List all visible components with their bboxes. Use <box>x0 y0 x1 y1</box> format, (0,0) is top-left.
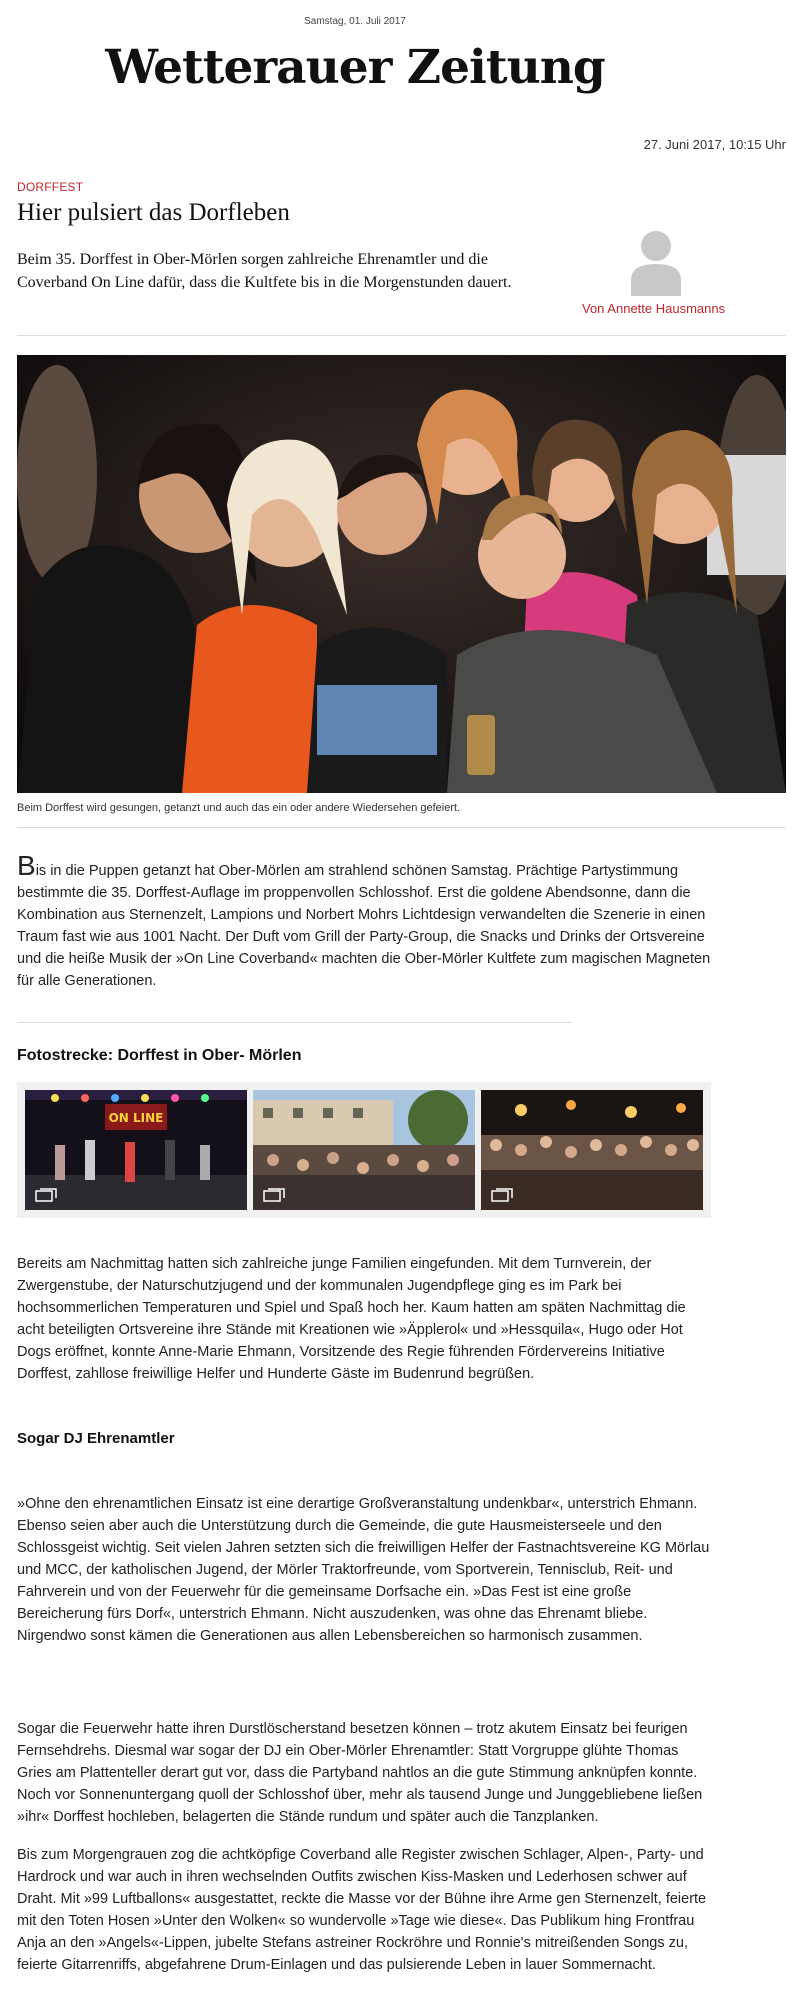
paragraph-text: Bis zum Morgengrauen zog die achtköpfige Coverband alle Register zwischen Schlager, Alpen-, Party- und Hardrock und war auch in ihren wechselnden Outfits zwischen Kiss-Masken und Lederhosen schwer auf Draht. Mit »99 Luftballons« ausgestattet, reckte die Masse vor der Bühne ihre Arme gen Sternenzelt, feierte mit den Toten Hosen »Unter den Wolken« so wundervolle »Tage wie diese«. Das Publikum hing Frontfrau Anja an den »Angels«-Lippen, jubelte Stefans astreiner Rockröhre und Ronnie's mitreißenden Songs zu, feierte Gitarrenriffs, abgefahrene Drum-Einlagen und das pulsierende Leben in lauer Sommernacht. <box>17 1847 707 1973</box>
hero-caption: Beim Dorffest wird gesungen, getanzt und auch das ein oder andere Wiedersehen gefeiert. <box>17 802 461 814</box>
gallery-icon <box>35 1188 57 1202</box>
gallery-thumb-2[interactable] <box>253 1090 475 1210</box>
body-paragraph <box>17 1493 712 1647</box>
divider <box>17 1022 572 1023</box>
hero-photo[interactable] <box>17 355 786 793</box>
stage-sign: ON LINE <box>108 1111 164 1125</box>
gallery-icon <box>491 1188 513 1202</box>
section-subhead: Sogar DJ Ehrenamtler <box>17 1430 175 1447</box>
photo-gallery <box>17 1082 711 1218</box>
gallery-thumb-3[interactable] <box>481 1090 703 1210</box>
publish-timestamp: 27. Juni 2017, 10:15 Uhr <box>643 137 786 152</box>
hero-photo-illustration <box>17 355 786 793</box>
drop-cap: B <box>17 850 36 881</box>
masthead-logo[interactable]: Wetterauer Zeitung <box>105 40 605 95</box>
paragraph-text: »Ohne den ehrenamtlichen Einsatz ist eine derartige Großveranstaltung undenkbar«, unterstrich Ehmann. Ebenso seien aber auch die Unterstützung durch die Gemeinde, die gute Hausmeisterseele und den Schlossgeist wichtig. Seit vielen Jahren setzten sich die freiwilligen Helfer der Fastnachtsvereine KG Mörlau und MCC, der katholischen Jugend, der Mörler Traktorfreunde, vom Sportverein, Tennisclub, Reit- und Fahrverein und von der Feuerwehr für die gemeinsame Dorfsache ein. »Das Fest ist eine große Bereicherung fürs Dorf«, unterstrich Ehmann. Nicht auszudenken, was ohne das Ehrenamt bliebe. Nirgendwo sonst kämen die Generationen aus allen Lebensbereichen so harmonisch zusammen. <box>17 1496 710 1644</box>
paragraph-text: Bereits am Nachmittag hatten sich zahlreiche junge Familien eingefunden. Mit dem Turnverein, der Zwergenstube, der Naturschutzjugend und der kommunalen Jugendpflege ging es im Park bei hochsommerlichen Temperaturen und Spiel und Spaß hoch her. Kaum hatten am späten Nachmittag die acht beteiligten Ortsvereine ihre Stände mit Kreationen wie »Äpplerol« und »Hessquila«, Hugo oder Hot Dogs eröffnet, konnte Anne-Marie Ehmann, Vorsitzende des Regie führenden Fördervereins Initiative Dorffest, zahllose freiwillige Helfer und Hunderte Gäste im Budenrund begrüßen. <box>17 1256 686 1382</box>
gallery-icon <box>263 1188 285 1202</box>
category-label[interactable]: DORFFEST <box>17 180 84 194</box>
paragraph-text: Sogar die Feuerwehr hatte ihren Durstlöscherstand besetzen können – trotz akutem Einsatz bei feurigen Fernsehdrehs. Diesmal war sogar der DJ ein Ober-Mörler Ehrenamtler: Statt Vorgruppe glühte Thomas Gries am Plattenteller derart gut vor, dass die Partyband nahtlos an die gute Stimmung anknüpfen konnte. Noch vor Sonnenuntergang quoll der Schlosshof über, mehr als tausend Junge und Junggebliebene ließen »ihr« Dorffest hochleben, belagerten die Stände rundum und später auch die Tanzplanken. <box>17 1721 703 1825</box>
gallery-thumb-1[interactable] <box>25 1090 247 1210</box>
stage-photo <box>25 1090 247 1210</box>
gallery-title[interactable]: Fotostrecke: Dorffest in Ober- Mörlen <box>17 1047 302 1064</box>
body-paragraph <box>17 1253 712 1385</box>
body-paragraph <box>17 1844 712 1976</box>
body-paragraph <box>17 1718 712 1828</box>
author-avatar-icon <box>629 228 683 296</box>
intro-text: is in die Puppen getanzt hat Ober-Mörlen am strahlend schönen Samstag. Prächtige Partystimmung bestimmte die 35. Dorffest-Auflage im proppenvollen Schlosshof. Erst die goldene Abendsonne, dann die Kombination aus Sternenzelt, Lampions und Norbert Mohrs Lichtdesign verwandelten die Szenerie in einen Traum fast wie aus 1001 Nacht. Der Duft vom Grill der Party-Group, die Snacks und Drinks der Ortsvereine und die heiße Musik der »On Line Coverband« machten die Ober-Mörler Kultfete zum magischen Magneten für alle Generationen. <box>17 863 711 989</box>
headline: Hier pulsiert das Dorfleben <box>17 199 290 226</box>
divider <box>17 827 786 828</box>
crowd-night-photo <box>481 1090 703 1210</box>
author-byline[interactable]: Von Annette Hausmanns <box>582 301 726 316</box>
teaser: Beim 35. Dorffest in Ober-Mörlen sorgen zahlreiche Ehrenamtler und die Coverband On Line dafür, dass die Kultfete bis in die Morgenstunden dauert. <box>17 251 512 291</box>
crowd-day-photo <box>253 1090 475 1210</box>
intro-paragraph <box>17 850 712 992</box>
dateline: Samstag, 01. Juli 2017 <box>304 16 406 27</box>
divider <box>17 335 786 336</box>
